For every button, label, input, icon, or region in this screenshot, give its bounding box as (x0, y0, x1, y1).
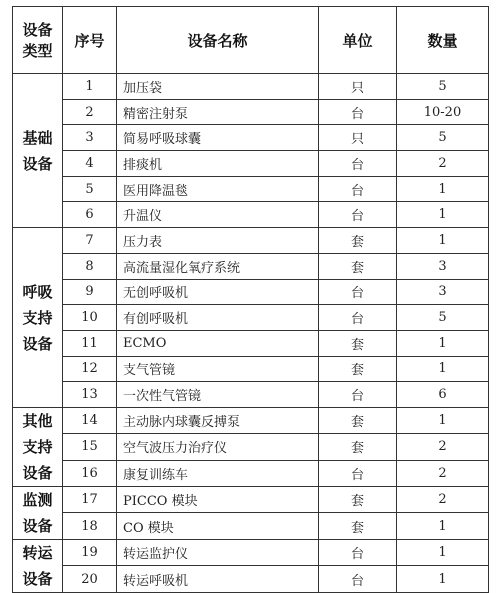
qty-cell: 1 (397, 539, 489, 566)
category-label: 支持 (22, 437, 53, 456)
qty-cell: 6 (397, 382, 489, 408)
table-row (13, 513, 489, 540)
index-cell: 3 (63, 125, 117, 151)
category-label: 基础 (22, 128, 53, 147)
category-label: 支持 (22, 308, 53, 327)
equipment-table-container (12, 6, 488, 593)
unit-cell: 台 (319, 566, 397, 593)
header-index: 序号 (63, 7, 117, 74)
unit-cell: 套 (319, 253, 397, 279)
header-row (13, 7, 489, 74)
unit-cell: 套 (319, 407, 397, 433)
qty-cell: 1 (397, 176, 489, 202)
header-name: 设备名称 (117, 7, 319, 74)
unit-cell: 套 (319, 486, 397, 513)
index-cell: 8 (63, 253, 117, 279)
category-label: 设备 (22, 334, 53, 353)
header-unit: 单位 (319, 7, 397, 74)
index-cell: 5 (63, 176, 117, 202)
unit-cell: 台 (319, 460, 397, 486)
name-cell: 压力表 (117, 228, 319, 254)
name-cell: 空气波压力治疗仪 (117, 434, 319, 460)
name-cell: 升温仪 (117, 202, 319, 228)
index-cell: 2 (63, 99, 117, 125)
index-cell: 9 (63, 279, 117, 305)
category-label: 转运 (22, 543, 53, 562)
unit-cell: 套 (319, 330, 397, 356)
category-cell (13, 407, 63, 486)
qty-cell: 1 (397, 513, 489, 540)
table-row (13, 279, 489, 305)
name-cell: ECMO (117, 330, 319, 356)
category-cell (13, 539, 63, 592)
unit-cell: 套 (319, 434, 397, 460)
qty-cell: 1 (397, 356, 489, 382)
table-row (13, 125, 489, 151)
name-cell: 有创呼吸机 (117, 305, 319, 331)
index-cell: 1 (63, 74, 117, 100)
table-row (13, 151, 489, 177)
unit-cell: 台 (319, 382, 397, 408)
name-cell: 一次性气管镜 (117, 382, 319, 408)
name-cell: 支气管镜 (117, 356, 319, 382)
qty-cell: 3 (397, 253, 489, 279)
unit-cell: 台 (319, 279, 397, 305)
table-row (13, 99, 489, 125)
name-cell: 转运呼吸机 (117, 566, 319, 593)
name-cell: 高流量湿化氧疗系统 (117, 253, 319, 279)
qty-cell: 2 (397, 434, 489, 460)
name-cell: 康复训练车 (117, 460, 319, 486)
name-cell: 主动脉内球囊反搏泵 (117, 407, 319, 433)
unit-cell: 套 (319, 513, 397, 540)
qty-cell: 1 (397, 202, 489, 228)
category-label: 呼吸 (22, 282, 53, 301)
header-qty: 数量 (397, 7, 489, 74)
name-cell: 无创呼吸机 (117, 279, 319, 305)
qty-cell: 10-20 (397, 99, 489, 125)
name-cell: PICCO 模块 (117, 486, 319, 513)
name-cell: 简易呼吸球囊 (117, 125, 319, 151)
category-cell (13, 74, 63, 228)
unit-cell: 套 (319, 356, 397, 382)
unit-cell: 套 (319, 228, 397, 254)
qty-cell: 1 (397, 330, 489, 356)
index-cell: 6 (63, 202, 117, 228)
table-body (13, 74, 489, 593)
unit-cell: 只 (319, 125, 397, 151)
name-cell: 转运监护仪 (117, 539, 319, 566)
table-row (13, 407, 489, 433)
index-cell: 12 (63, 356, 117, 382)
table-row (13, 228, 489, 254)
unit-cell: 台 (319, 305, 397, 331)
table-row (13, 305, 489, 331)
unit-cell: 台 (319, 202, 397, 228)
qty-cell: 5 (397, 74, 489, 100)
qty-cell: 1 (397, 228, 489, 254)
qty-cell: 2 (397, 151, 489, 177)
category-label: 设备 (22, 569, 53, 588)
table-row (13, 460, 489, 486)
qty-cell: 2 (397, 460, 489, 486)
equipment-table (12, 6, 489, 593)
unit-cell: 只 (319, 74, 397, 100)
name-cell: 排痰机 (117, 151, 319, 177)
category-label: 监测 (22, 490, 53, 509)
category-label: 设备 (22, 516, 53, 535)
category-cell (13, 228, 63, 408)
table-row (13, 539, 489, 566)
index-cell: 20 (63, 566, 117, 593)
index-cell: 4 (63, 151, 117, 177)
table-row (13, 382, 489, 408)
name-cell: 加压袋 (117, 74, 319, 100)
index-cell: 10 (63, 305, 117, 331)
table-row (13, 74, 489, 100)
name-cell: 精密注射泵 (117, 99, 319, 125)
category-label: 设备 (22, 154, 53, 173)
index-cell: 15 (63, 434, 117, 460)
unit-cell: 台 (319, 539, 397, 566)
table-row (13, 486, 489, 513)
qty-cell: 1 (397, 566, 489, 593)
index-cell: 19 (63, 539, 117, 566)
table-row (13, 330, 489, 356)
index-cell: 11 (63, 330, 117, 356)
table-row (13, 566, 489, 593)
table-row (13, 253, 489, 279)
qty-cell: 3 (397, 279, 489, 305)
unit-cell: 台 (319, 176, 397, 202)
index-cell: 7 (63, 228, 117, 254)
category-cell (13, 486, 63, 539)
header-type: 设备 类型 (13, 7, 63, 74)
qty-cell: 5 (397, 125, 489, 151)
name-cell: 医用降温毯 (117, 176, 319, 202)
index-cell: 18 (63, 513, 117, 540)
qty-cell: 2 (397, 486, 489, 513)
unit-cell: 台 (319, 151, 397, 177)
index-cell: 13 (63, 382, 117, 408)
table-row (13, 202, 489, 228)
name-cell: CO 模块 (117, 513, 319, 540)
qty-cell: 5 (397, 305, 489, 331)
category-label: 其他 (22, 411, 53, 430)
qty-cell: 1 (397, 407, 489, 433)
index-cell: 14 (63, 407, 117, 433)
table-row (13, 176, 489, 202)
table-row (13, 434, 489, 460)
category-label: 设备 (22, 463, 53, 482)
index-cell: 17 (63, 486, 117, 513)
unit-cell: 台 (319, 99, 397, 125)
table-row (13, 356, 489, 382)
index-cell: 16 (63, 460, 117, 486)
